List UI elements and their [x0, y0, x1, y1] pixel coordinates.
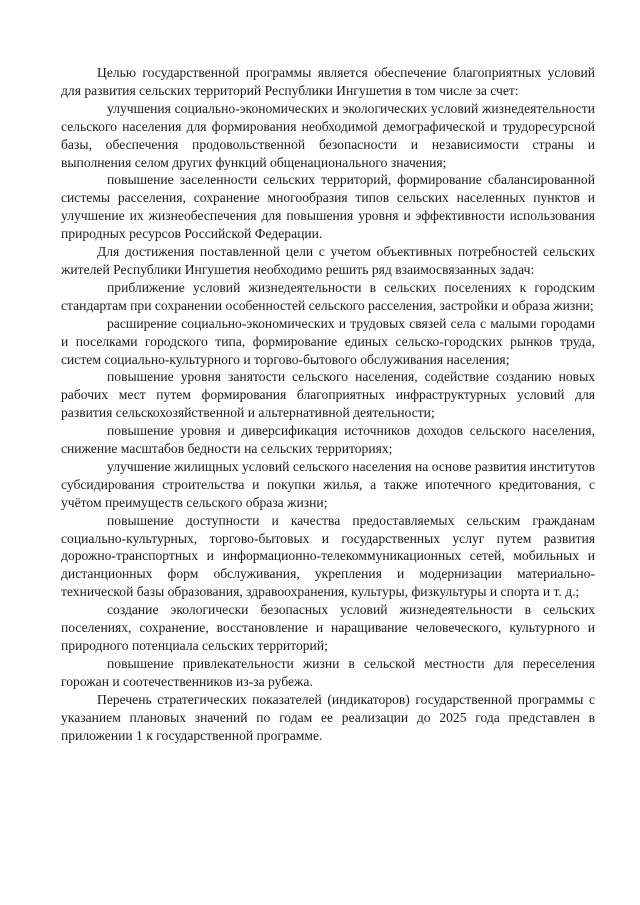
task-list-item: создание экологически безопасных условий жизнедеятельности в сельских поселениях, сохранение, восстановление и наращивание человеческого, культурного и природного потенциала сельских территорий;: [61, 602, 595, 653]
goal-paragraph: Целью государственной программы является обеспечение благоприятных условий для развития сельских территорий Республики Ингушетия в том числе за счет:: [61, 65, 595, 98]
task-list-item: повышение привлекательности жизни в сельской местности для переселения горожан и соотечественников из-за рубежа.: [61, 655, 595, 689]
document-page: [61, 64, 595, 744]
goal-list-item: повышение заселенности сельских территорий, формирование сбалансированной системы расселения, сохранение многообразия типов сельских населенных пунктов и улучшение их жизнеобеспечения для повышения уровня и эффективности использования природных ресурсов Российской Федерации.: [61, 172, 595, 242]
goal-list-item: улучшения социально-экономических и экологических условий жизнедеятельности сельского населения для формирования необходимой демографической и трудоресурсной базы, обеспечения продовольственной безопасности и независимости страны и выполнения селом других функций общенационального значения;: [61, 100, 595, 170]
task-list-item: приближение условий жизнедеятельности в сельских поселениях к городским стандартам при сохранении особенностей сельского расселения, застройки и образа жизни;: [61, 279, 595, 313]
task-list-item: расширение социально-экономических и трудовых связей села с малыми городами и поселками городского типа, формирование единых сельско-городских рынков труда, систем социально-культурного и торгово-бытового обслуживания населения;: [61, 315, 595, 367]
task-list-item: повышение уровня занятости сельского населения, содействие созданию новых рабочих мест путем формирования благоприятных инфраструктурных условий для развития сельскохозяйственной и альтернативной деятельности;: [61, 369, 595, 421]
task-list-item: повышение доступности и качества предоставляемых сельским гражданам социально-культурных, торгово-бытовых и государственных услуг путем развития дорожно-транспортных и информационно-телекоммуникационных сетей, мобильных и дистанционных форм обслуживания, укрепления и модернизации материально-технической базы образования, здравоохранения, культуры, физкультуры и спорта и т. д.;: [61, 512, 595, 600]
tasks-intro-paragraph: Для достижения поставленной цели с учетом объективных потребностей сельских жителей Республики Ингушетия необходимо решить ряд взаимосвязанных задач:: [61, 244, 595, 277]
indicators-paragraph: Перечень стратегических показателей (индикаторов) государственной программы с указанием плановых значений по годам ее реализации до 2025 года представлен в приложении 1 к государственной программе.: [61, 691, 595, 743]
task-list-item: повышение уровня и диверсификация источников доходов сельского населения, снижение масштабов бедности на сельских территориях;: [61, 423, 595, 457]
task-list-item: улучшение жилищных условий сельского населения на основе развития институтов субсидирования строительства и покупки жилья, а также ипотечного кредитования, с учётом преимуществ сельского образа жизни;: [61, 458, 595, 510]
